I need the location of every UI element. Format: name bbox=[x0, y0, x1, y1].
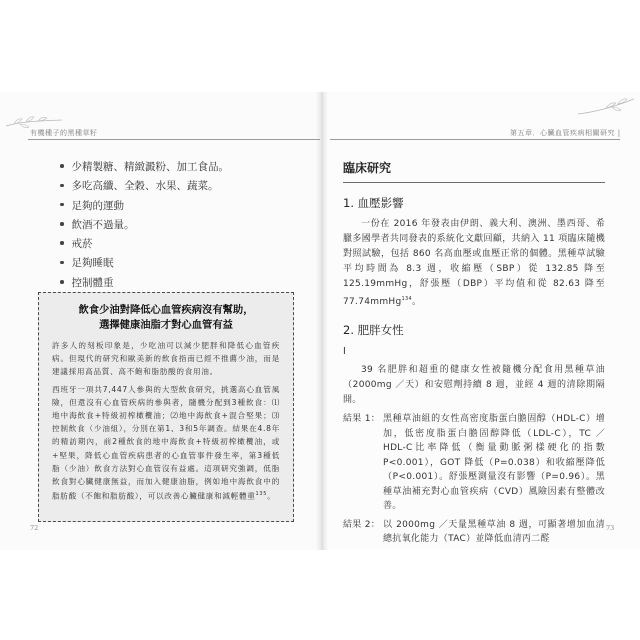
sidebar-box-body bbox=[52, 339, 280, 503]
subsection-title-blood-pressure: 1. 血壓影響 bbox=[343, 196, 404, 210]
study-marker: I bbox=[343, 346, 346, 357]
bullet-icon bbox=[60, 164, 64, 168]
result-2 bbox=[343, 518, 605, 547]
list-item: 足夠睡眠 bbox=[60, 254, 300, 273]
sidebar-box-title: 飲食少油對降低心血管疾病沒有幫助， 選擇健康油脂才對心血管有益 bbox=[78, 304, 254, 331]
list-item: 飲酒不過量。 bbox=[60, 216, 300, 235]
result-label: 結果 2： bbox=[343, 519, 381, 530]
sidebar-paragraph: 許多人的刻板印象是，少吃油可以減少肥胖和降低心血管疾病。但現代的研究和歐美新的飲食指南已經不推薦少油，而是建議採用高品質、高不飽和脂肪酸的食用油。 bbox=[52, 341, 280, 377]
section-title: 臨床研究 bbox=[343, 161, 392, 175]
right-page-number: 73 bbox=[606, 524, 615, 532]
list-item: 控制體重 bbox=[60, 274, 300, 293]
section-title-rule bbox=[343, 182, 605, 183]
book-gutter bbox=[316, 92, 328, 550]
bullet-icon bbox=[60, 261, 64, 265]
right-running-head: 第五章．心臟血管疾病相關研究 | bbox=[510, 129, 621, 137]
result-text: 以 2000mg ／天量黑種草油 8 週，可顯著增加血清總抗氧化能力（TAC）並降低血清丙二醛 bbox=[383, 519, 605, 544]
result-text: 黑種草油組的女性高密度脂蛋白膽固醇（HDL-C）增加，低密度脂蛋白膽固醇降低（LDL-C），TC ／ HDL-C比率降低（衡量動脈粥樣硬化的指數 P<0.001），GOT 降低（P=0.038）和收縮壓降低（P<0.001）。舒張壓測量沒有影響（P=0.96）。黑種草油補充對心血管疾病（CVD）風險因素有整體改善。 bbox=[383, 414, 605, 511]
bullet-icon bbox=[60, 184, 64, 188]
citation-ref: 135 bbox=[255, 491, 268, 498]
right-header-rule bbox=[330, 139, 620, 140]
leaf-branch-icon-right bbox=[576, 96, 636, 118]
subsection-title-obese-women: 2. 肥胖女性 bbox=[343, 323, 404, 337]
sidebar-paragraph: 西班牙一項共7,447人參與的大型飲食研究，挑選高心血管風險，但還沒有心血管疾病的參與者，隨機分配到3種飲食：⑴地中海飲食+特級初榨橄欖油；⑵地中海飲食+混合堅果；⑶控制飲食（少油組），分別在第1、3和5年調查。結果在4.8年的精訪期內，前2種飲食的地中海飲食+特級初榨橄欖油，或+堅果，降低心血管疾病患者的心血管事件發生率，第3種低脂（少油）飲食方法對心血管沒有益處。這項研究強調，低脂飲食對心臟健康無益，而加入健康油脂，例如地中海飲食中的脂肪酸（不飽和脂肪酸），可以改善心臟健康和減輕體重$^{135}$。 bbox=[52, 384, 280, 501]
left-header-rule bbox=[28, 139, 320, 140]
list-item: 少精製糖、精緻澱粉、加工食品。 bbox=[60, 158, 300, 177]
citation-ref: 134 bbox=[401, 296, 412, 302]
list-item: 戒菸 bbox=[60, 235, 300, 254]
result-1 bbox=[343, 412, 605, 514]
list-item: 足夠的運動 bbox=[60, 197, 300, 216]
left-page-number: 72 bbox=[30, 524, 39, 532]
left-running-head: 有機種子的黑種草籽 bbox=[30, 129, 98, 137]
blood-pressure-paragraph: 一份在 2016 年發表由伊朗、義大利、澳洲、墨西哥、希臘多國學者共同發表的系統化文獻回顧，共納入 11 項臨床隨機對照試驗，包括 860 名高血壓或血壓正常的個體。黑種草試驗平均時間為 8.3 週，收縮壓（SBP）從 132.85 降至 125.19mmHg，舒張壓（DBP）平均值和從 82.63 降至 77.74mmHg$^{134}$。 bbox=[343, 219, 605, 307]
sidebar-box bbox=[38, 292, 294, 522]
right-content bbox=[343, 160, 605, 547]
bullet-icon bbox=[60, 222, 64, 226]
obese-women-paragraph: 39 名肥胖和超重的健康女性被隨機分配食用黑種草油（2000mg ／天）和安慰劑持續 8 週，並經 4 週的清除期隔開。 bbox=[343, 365, 605, 405]
bullet-icon bbox=[60, 241, 64, 245]
list-item: 多吃高纖、全穀、水果、蔬菜。 bbox=[60, 177, 300, 196]
recommendation-list bbox=[60, 158, 300, 293]
result-label: 結果 1： bbox=[343, 414, 381, 424]
bullet-icon bbox=[60, 280, 64, 284]
bullet-icon bbox=[60, 203, 64, 207]
